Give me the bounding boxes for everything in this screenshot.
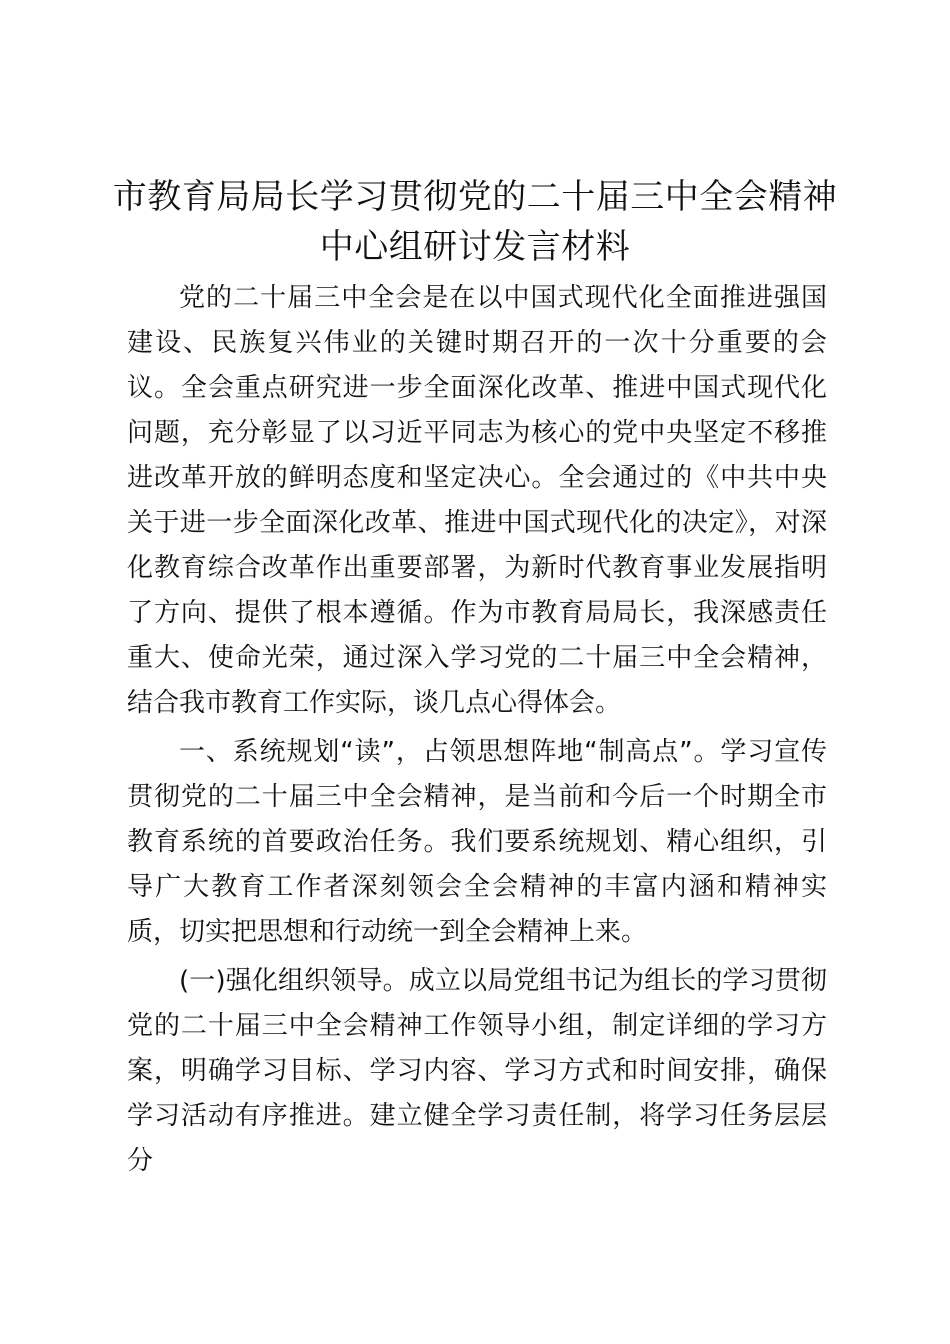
document-body	[127, 276, 827, 1188]
document-title: 市教育局局长学习贯彻党的二十届三中全会精神中心组研讨发言材料	[112, 177, 838, 267]
paragraph-intro: 党的二十届三中全会是在以中国式现代化全面推进强国建设、民族复兴伟业的关键时期召开的一次十分重要的会议。全会重点研究进一步全面深化改革、推进中国式现代化问题，充分彰显了以习近平同志为核心的党中央坚定不移推进改革开放的鲜明态度和坚定决心。全会通过的《中共中央关于进一步全面深化改革、推进中国式现代化的决定》，对深化教育综合改革作出重要部署，为新时代教育事业发展指明了方向、提供了根本遵循。作为市教育局局长，我深感责任重大、使命光荣，通过深入学习党的二十届三中全会精神，结合我市教育工作实际，谈几点心得体会。	[127, 283, 827, 718]
paragraph-subsection-1: (一)强化组织领导。成立以局党组书记为组长的学习贯彻党的二十届三中全会精神工作领导小组，制定详细的学习方案，明确学习目标、学习内容、学习方式和时间安排，确保学习活动有序推进。建立健全学习责任制，将学习任务层层分	[127, 966, 827, 1176]
paragraph-section-1: 一、系统规划“读”，占领思想阵地“制高点”。学习宣传贯彻党的二十届三中全会精神，是当前和今后一个时期全市教育系统的首要政治任务。我们要系统规划、精心组织，引导广大教育工作者深刻领会全会精神的丰富内涵和精神实质，切实把思想和行动统一到全会精神上来。	[127, 737, 827, 947]
